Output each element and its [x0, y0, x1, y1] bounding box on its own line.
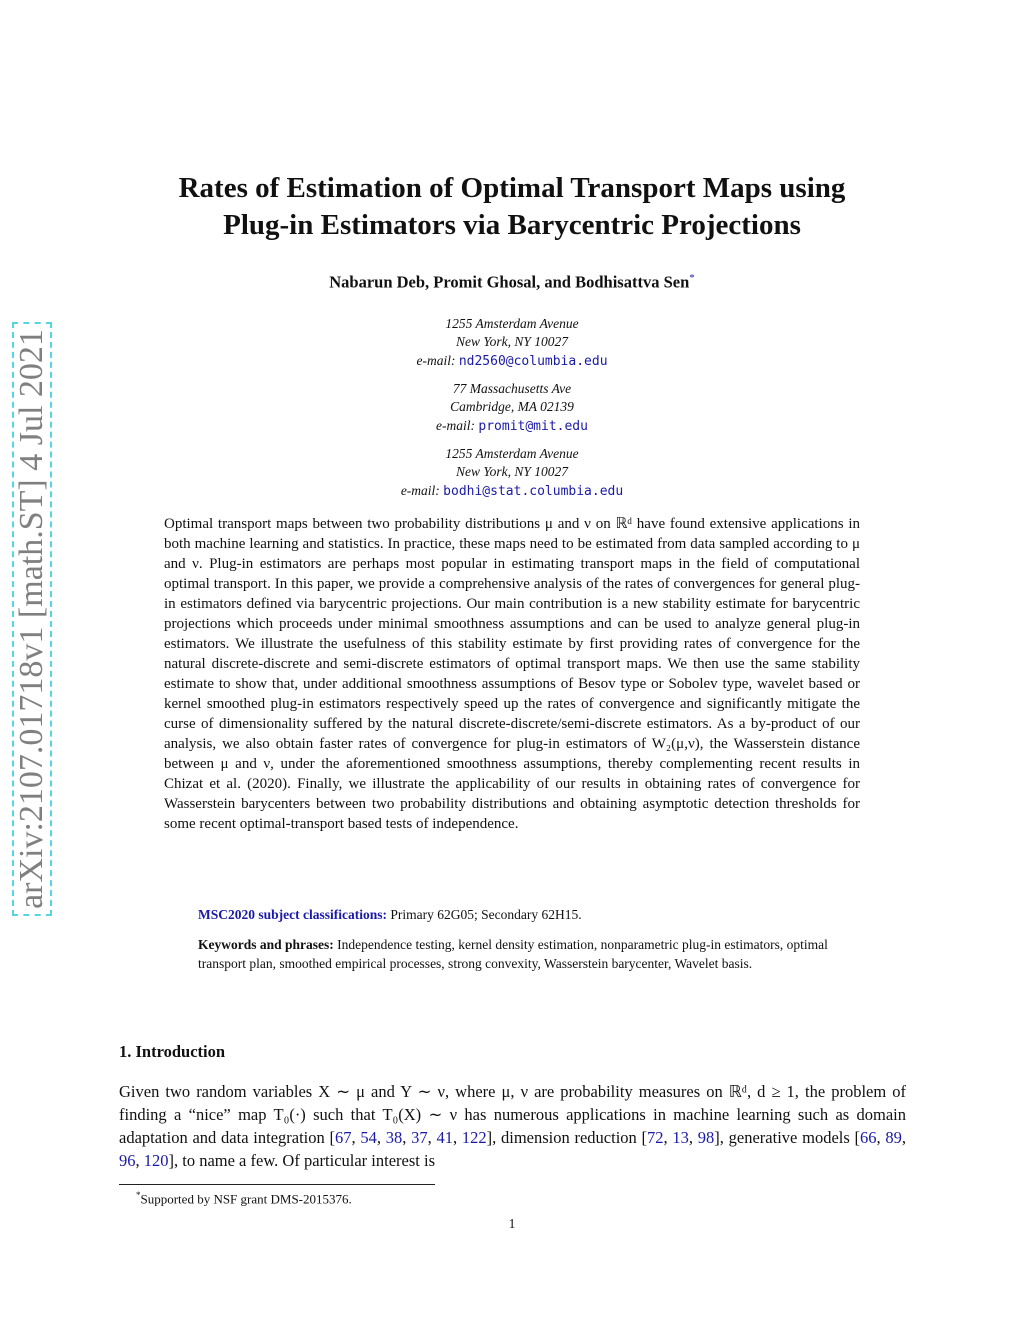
citation[interactable]: 37: [411, 1128, 428, 1147]
address-street: 77 Massachusetts Ave: [452, 381, 572, 396]
address-block-2: [200, 380, 824, 436]
address-block-1: [200, 315, 824, 371]
author-footnote-mark[interactable]: *: [689, 272, 695, 284]
msc-text: Primary 62G05; Secondary 62H15.: [390, 907, 582, 922]
footnote: [136, 1190, 352, 1207]
address-city: New York, NY 10027: [455, 464, 569, 480]
citation[interactable]: 120: [143, 1151, 169, 1170]
citation[interactable]: 67: [335, 1128, 352, 1147]
citation[interactable]: 66: [860, 1128, 877, 1147]
intro-text-2: ], dimension reduction [: [486, 1128, 648, 1147]
email-label: e-mail:: [400, 482, 440, 498]
address-street: 1255 Amsterdam Avenue: [445, 316, 579, 331]
title-line-1: Rates of Estimation of Optimal Transport Maps using: [178, 172, 846, 204]
section-heading: 1. Introduction: [119, 1042, 226, 1061]
authors: [100, 272, 924, 293]
address-block-3: [200, 445, 824, 501]
keywords-text: Independence testing, kernel density estimation, nonparametric plug-in estimators, optimal transport plan, smoothed empirical processes, strong convexity, Wasserstein barycenter, Wavelet basis.: [198, 937, 828, 971]
citation[interactable]: 122: [461, 1128, 487, 1147]
intro-text-1: Given two random variables X ∼ μ and Y ∼ ν, where μ, ν are probability measures on ℝᵈ, d ≥ 1, the problem of finding a “nice” map T₀(·) such that T₀(X) ∼ ν has numerous applications in machine learning such as domain adaptation and data integration [: [119, 1082, 906, 1147]
citation[interactable]: 54: [360, 1128, 377, 1147]
email-link[interactable]: nd2560@columbia.edu: [458, 353, 608, 369]
footnote-mark: *: [136, 1190, 141, 1200]
intro-text-3: ], generative models [: [714, 1128, 861, 1147]
citation[interactable]: 13: [672, 1128, 689, 1147]
email-link[interactable]: promit@mit.edu: [478, 418, 588, 434]
email-label: e-mail:: [436, 417, 476, 433]
msc-classifications: [198, 907, 582, 923]
citation[interactable]: 96: [119, 1151, 136, 1170]
citation[interactable]: 89: [885, 1128, 902, 1147]
keywords: [198, 936, 830, 973]
footnote-divider: [119, 1184, 435, 1185]
address-city: Cambridge, MA 02139: [450, 399, 574, 415]
intro-text-4: ], to name a few. Of particular interest is: [168, 1151, 435, 1170]
email-label: e-mail:: [416, 352, 456, 368]
title-line-2: Plug-in Estimators via Barycentric Projections: [223, 209, 801, 241]
email-link[interactable]: bodhi@stat.columbia.edu: [443, 483, 624, 499]
msc-label[interactable]: MSC2020 subject classifications:: [198, 907, 387, 922]
arxiv-stamp: [12, 322, 52, 916]
citation[interactable]: 38: [385, 1128, 403, 1147]
author-names: Nabarun Deb, Promit Ghosal, and Bodhisattva Sen: [329, 272, 690, 292]
citation[interactable]: 72: [647, 1128, 664, 1147]
introduction-paragraph: Given two random variables X ∼ μ and Y ∼ ν, where μ, ν are probability measures on ℝᵈ, d ≥ 1, the problem of finding a “nice” map T₀(·) such that T₀(X) ∼ ν has numerous applications in machine learning such as domain adaptation and data integration [67, 54, 38, 37, 41, 122], dimension reduction [72, 13, 98], generative models [66, 89, 96, 120], to name a few. Of particular interest is: [119, 1082, 907, 1170]
footnote-text: Supported by NSF grant DMS-2015376.: [140, 1191, 352, 1207]
citation[interactable]: 41: [436, 1128, 453, 1147]
address-street: 1255 Amsterdam Avenue: [445, 446, 579, 461]
citation[interactable]: 98: [697, 1128, 715, 1147]
paper-title: [100, 170, 924, 244]
address-city: New York, NY 10027: [455, 334, 569, 350]
abstract: Optimal transport maps between two probability distributions μ and ν on ℝᵈ have found extensive applications in both machine learning and statistics. In practice, these maps need to be estimated from data sampled according to μ and ν. Plug-in estimators are perhaps most popular in estimating transport maps in the field of computational optimal transport. In this paper, we provide a comprehensive analysis of the rates of convergences for general plug-in estimators defined via barycentric projections. Our main contribution is a new stability estimate for barycentric projections which proceeds under minimal smoothness assumptions and can be used to analyze general plug-in estimators. We illustrate the usefulness of this stability estimate by first providing rates of convergence for the natural discrete-discrete and semi-discrete estimators of optimal transport maps. We then use the same stability estimate to show that, under additional smoothness assumptions of Besov type or Sobolev type, wavelet based or kernel smoothed plug-in estimators respectively speed up the rates of convergence and significantly mitigate the curse of dimensionality suffered by the natural discrete-discrete/semi-discrete estimators. As a by-product of our analysis, we also obtain faster rates of convergence for plug-in estimators of W₂(μ,ν), the Wasserstein distance between μ and ν, under the aforementioned smoothness assumptions, thereby complementing recent results in Chizat et al. (2020). Finally, we illustrate the applicability of our results in obtaining rates of convergence for Wasserstein barycenters between two probability distributions and obtaining asymptotic detection thresholds for some recent optimal-transport based tests of independence.: [164, 516, 860, 832]
keywords-label: Keywords and phrases:: [198, 937, 334, 952]
arxiv-identifier: arXiv:2107.01718v1 [math.ST] 4 Jul 2021: [13, 329, 50, 909]
page-number: 1: [508, 1216, 516, 1231]
